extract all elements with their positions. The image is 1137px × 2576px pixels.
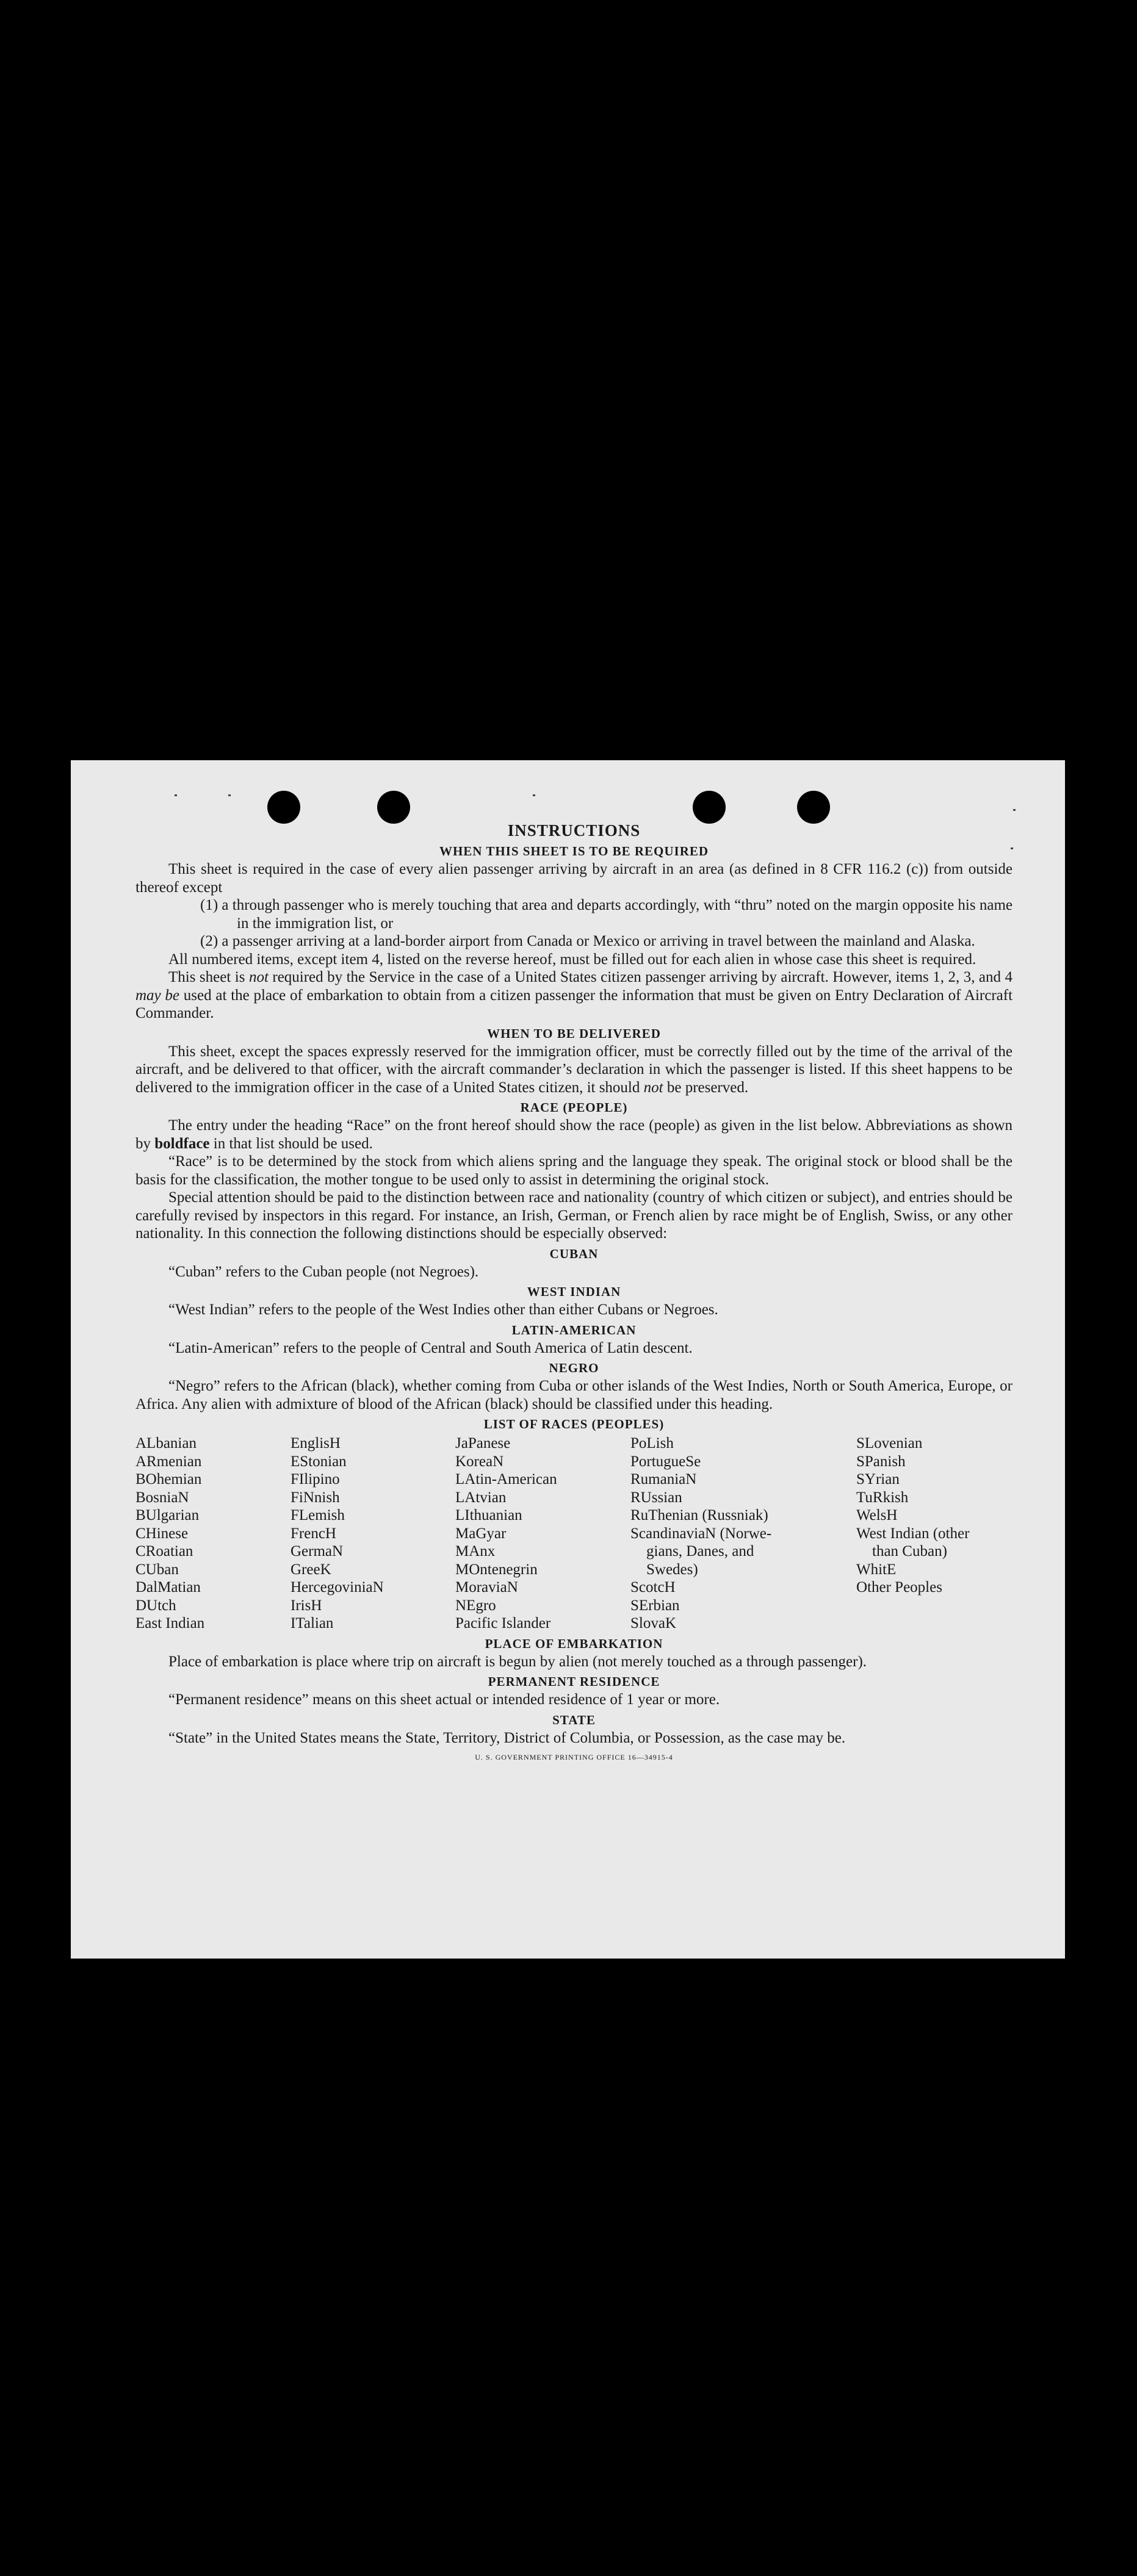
paragraph: This sheet is required in the case of every alien passenger arriving by aircraft in an area (as defined in 8 CFR 116.2 (c)) from outside thereof except xyxy=(135,861,1012,896)
race-column xyxy=(135,1434,291,1633)
race-item: Swedes) xyxy=(646,1561,698,1578)
speck xyxy=(1011,847,1013,849)
race-item: FIlipino xyxy=(291,1471,340,1488)
race-column xyxy=(630,1434,856,1633)
paragraph: All numbered items, except item 4, listed on the reverse hereof, must be filled out for each alien in whose case this sheet is required. xyxy=(168,951,976,968)
race-item: Other Peoples xyxy=(856,1579,942,1596)
race-column xyxy=(856,1434,1039,1633)
punch-hole xyxy=(377,791,410,824)
race-item: SYrian xyxy=(856,1471,900,1488)
race-item: SErbian xyxy=(630,1597,680,1614)
race-item: gians, Danes, and xyxy=(646,1543,754,1560)
race-item: PoLish xyxy=(630,1435,674,1452)
race-item: IrisH xyxy=(291,1597,322,1614)
race-item: West Indian (other xyxy=(856,1525,970,1542)
race-item: LAtin-American xyxy=(455,1471,557,1488)
document-sheet xyxy=(71,760,1065,1959)
race-item: WelsH xyxy=(856,1507,898,1524)
race-item: than Cuban) xyxy=(872,1543,947,1560)
race-item: MOntenegrin xyxy=(455,1561,538,1578)
race-item: DalMatian xyxy=(135,1579,201,1596)
paragraph: Special attention should be paid to the distinction between race and nationality (country of which citizen or subject), and entries should be carefully revised by inspectors in this regard. For instance, an Irish, German, or French alien by race might be of English, Swiss, or any other nationality. In this connection the following distinctions should be especially observed: xyxy=(135,1189,1012,1242)
punch-hole xyxy=(797,791,830,824)
race-item: EStonian xyxy=(291,1453,347,1470)
race-item: BUlgarian xyxy=(135,1507,200,1524)
race-item: TuRkish xyxy=(856,1489,909,1506)
race-item: DUtch xyxy=(135,1597,176,1614)
race-item: LAtvian xyxy=(455,1489,507,1506)
section-heading: WHEN TO BE DELIVERED xyxy=(487,1026,661,1041)
race-item: PortugueSe xyxy=(630,1453,701,1470)
race-item: LIthuanian xyxy=(455,1507,522,1524)
paragraph: “Latin-American” refers to the people of Central and South America of Latin descent. xyxy=(168,1339,693,1356)
race-item: FiNnish xyxy=(291,1489,340,1506)
section-heading: WEST INDIAN xyxy=(527,1284,621,1299)
race-item: BosniaN xyxy=(135,1489,189,1506)
race-item: HercegoviniaN xyxy=(291,1579,384,1596)
punch-hole xyxy=(267,791,300,824)
race-item: NEgro xyxy=(455,1597,496,1614)
race-column xyxy=(455,1434,630,1633)
paragraph: “West Indian” refers to the people of the West Indies other than either Cubans or Negroes. xyxy=(168,1301,718,1318)
race-item: CRoatian xyxy=(135,1543,193,1560)
race-item: FrencH xyxy=(291,1525,336,1542)
race-item: RuThenian (Russniak) xyxy=(630,1507,768,1524)
paragraph: “State” in the United States means the State, Territory, District of Columbia, or Possession, as the case may be. xyxy=(168,1729,846,1746)
race-item: KoreaN xyxy=(455,1453,504,1470)
section-heading: PERMANENT RESIDENCE xyxy=(488,1674,660,1689)
paragraph: “Cuban” refers to the Cuban people (not Negroes). xyxy=(168,1263,479,1280)
race-item: ARmenian xyxy=(135,1453,202,1470)
race-item: EnglisH xyxy=(291,1435,341,1452)
section-heading: WHEN THIS SHEET IS TO BE REQUIRED xyxy=(439,844,709,858)
section-heading: LATIN-AMERICAN xyxy=(511,1322,637,1337)
race-column xyxy=(291,1434,455,1633)
section-heading: PLACE OF EMBARKATION xyxy=(485,1636,663,1651)
section-heading: LIST OF RACES (PEOPLES) xyxy=(483,1417,665,1431)
paragraph: This sheet, except the spaces expressly reserved for the immigration officer, must be correctly filled out by the time of the arrival of the aircraft, and be delivered to that officer, with the aircraft commander’s declaration in which the passenger is listed. If this sheet happens to be delivered to the immigration officer in the case of a United States citizen, it should not be preserved. xyxy=(135,1043,1012,1096)
race-item: Pacific Islander xyxy=(455,1615,551,1632)
race-item: SlovaK xyxy=(630,1615,676,1632)
paragraph: “Race” is to be determined by the stock from which aliens spring and the language they speak. The original stock or blood shall be the basis for the classification, the mother tongue to be used only to assist in determining the original stock. xyxy=(135,1153,1012,1188)
section-heading: STATE xyxy=(552,1712,596,1727)
race-item: ALbanian xyxy=(135,1435,197,1452)
race-item: MaGyar xyxy=(455,1525,507,1542)
section-heading: CUBAN xyxy=(549,1246,599,1261)
paragraph: The entry under the heading “Race” on the front hereof should show the race (people) as given in the list below. Abbreviations as shown by boldface in that list should be used. xyxy=(135,1117,1012,1152)
race-item: SPanish xyxy=(856,1453,906,1470)
paragraph: “Permanent residence” means on this sheet actual or intended residence of 1 year or more. xyxy=(168,1691,720,1708)
speck xyxy=(228,794,231,796)
race-item: CUban xyxy=(135,1561,179,1578)
race-item: FLemish xyxy=(291,1507,345,1524)
race-item: CHinese xyxy=(135,1525,189,1542)
section-heading: RACE (PEOPLE) xyxy=(520,1100,628,1115)
list-item: (1) a through passenger who is merely touching that area and departs accordingly, with “thru” noted on the margin opposite his name in the immigration list, or xyxy=(200,897,1012,932)
race-item: BOhemian xyxy=(135,1471,202,1488)
page-title: INSTRUCTIONS xyxy=(507,821,641,840)
printer-imprint: U. S. GOVERNMENT PRINTING OFFICE 16—34915-4 xyxy=(475,1753,673,1761)
race-item: RUssian xyxy=(630,1489,682,1506)
race-item: MoraviaN xyxy=(455,1579,518,1596)
race-item: MAnx xyxy=(455,1543,496,1560)
paragraph: Place of embarkation is place where trip on aircraft is begun by alien (not merely touched as a through passenger). xyxy=(168,1653,867,1670)
speck xyxy=(1013,809,1016,811)
paragraph: This sheet is not required by the Service in the case of a United States citizen passenger arriving by aircraft. However, items 1, 2, 3, and 4 may be used at the place of embarkation to obtain from a citizen passenger the information that must be given on Entry Declaration of Aircraft Commander. xyxy=(135,969,1013,1021)
race-item: GreeK xyxy=(291,1561,331,1578)
race-item: East Indian xyxy=(135,1615,205,1632)
race-item: RumaniaN xyxy=(630,1471,697,1488)
punch-hole xyxy=(693,791,726,824)
race-item: GermaN xyxy=(291,1543,344,1560)
race-item: JaPanese xyxy=(455,1435,511,1452)
list-item: (2) a passenger arriving at a land-border airport from Canada or Mexico or arriving in travel between the mainland and Alaska. xyxy=(200,933,975,949)
race-list xyxy=(135,1434,1012,1633)
race-item: WhitE xyxy=(856,1561,897,1578)
race-item: ScandinaviaN (Norwe- xyxy=(630,1525,772,1542)
race-item: ITalian xyxy=(291,1615,334,1632)
paragraph: “Negro” refers to the African (black), whether coming from Cuba or other islands of the West Indies, North or South America, Europe, or Africa. Any alien with admixture of blood of the African (black) should be classified under this heading. xyxy=(135,1378,1012,1412)
race-item: ScotcH xyxy=(630,1579,676,1596)
speck xyxy=(533,794,535,796)
race-item: SLovenian xyxy=(856,1435,923,1452)
section-heading: NEGRO xyxy=(549,1361,599,1375)
speck xyxy=(175,794,177,796)
